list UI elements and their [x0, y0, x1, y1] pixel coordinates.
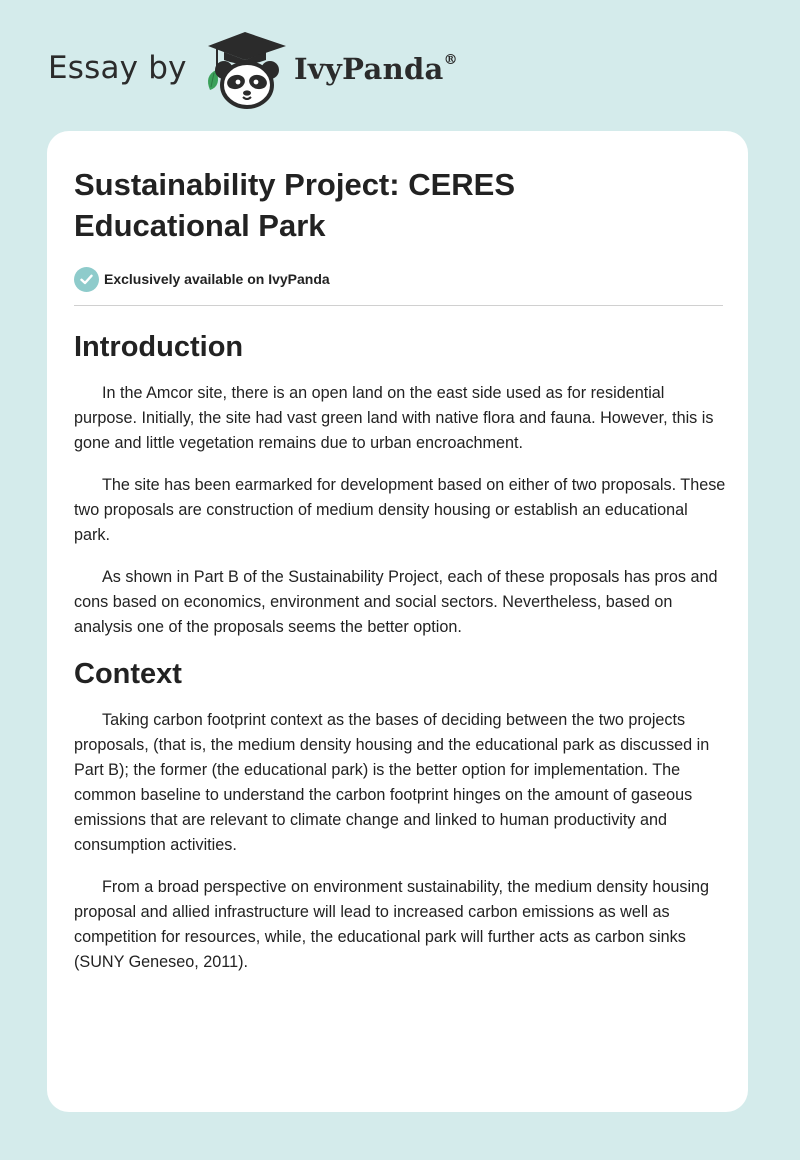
divider: [74, 305, 723, 306]
brand-header[interactable]: [48, 30, 468, 110]
paragraph: As shown in Part B of the Sustainability Project, each of these proposals has pros and cons based on economics, environment and social sectors. Nevertheless, based on analysis one of the proposals seems the better option.: [74, 568, 718, 636]
panda-graduate-icon: [200, 30, 290, 110]
exclusive-badge: [74, 265, 722, 293]
essay-card: [47, 131, 748, 1112]
section-heading-context: Context: [74, 658, 182, 690]
registered-mark: ®: [443, 52, 458, 69]
section-heading-introduction: Introduction: [74, 331, 244, 363]
paragraph: The site has been earmarked for development based on either of two proposals. These two proposals are construction of medium density housing or establish an educational park.: [74, 476, 726, 544]
exclusive-label: Exclusively available on IvyPanda: [104, 271, 330, 287]
paragraph: From a broad perspective on environment sustainability, the medium density housing proposal and allied infrastructure will lead to increased carbon emissions as well as competition for resources, while, the educational park will further acts as carbon sinks (SUNY Geneseo, 2011).: [74, 878, 710, 971]
paragraph: Taking carbon footprint context as the bases of deciding between the two projects proposals, (that is, the medium density housing and the educational park as discussed in Part B); the former (the educational park) is the better option for implementation. The common baseline to understand the carbon footprint hinges on the amount of gaseous emissions that are relevant to climate change and linked to human productivity and consumption activities.: [74, 711, 710, 854]
page-title: Sustainability Project: CERES Educational Park: [74, 167, 515, 243]
check-icon: [74, 267, 99, 292]
paragraph: In the Amcor site, there is an open land on the east side used as for residential purpose. Initially, the site had vast green land with native flora and fauna. However, this is gone and little vegetation remains due to urban encroachment.: [74, 384, 714, 452]
brand-prefix: Essay by: [48, 50, 187, 86]
brand-name: IvyPanda®: [294, 52, 458, 86]
